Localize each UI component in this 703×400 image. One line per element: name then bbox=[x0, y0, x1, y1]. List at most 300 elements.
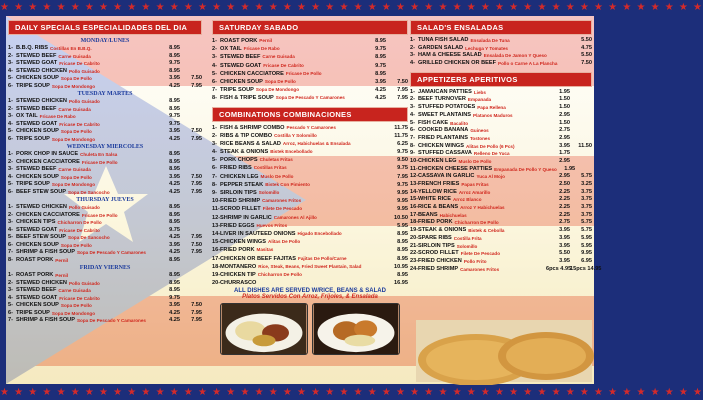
item-number: 1- bbox=[8, 151, 13, 157]
item-price: 9.50 bbox=[397, 157, 408, 164]
item-number: 13- bbox=[410, 181, 419, 187]
saturday-header: SATURDAY SABADO bbox=[212, 20, 408, 35]
menu-item bbox=[212, 45, 408, 53]
friday-list bbox=[8, 272, 202, 325]
item-price: 5.50 bbox=[581, 37, 592, 43]
star-border-bottom: ★ ★ ★ ★ ★ ★ ★ ★ ★ ★ ★ ★ ★ ★ ★ ★ ★ ★ ★ ★ ★ ★ ★ ★ ★ ★ ★ ★ ★ ★ ★ ★ ★ ★ ★ ★ ★ ★ ★ ★ ★ ★ ★ ★ ★ ★ ★ ★ ★ ★ bbox=[0, 387, 703, 398]
item-name: OX TAIL bbox=[220, 46, 242, 53]
item-number: 6- bbox=[212, 78, 217, 85]
menu-item bbox=[8, 75, 202, 83]
item-number: 2- bbox=[8, 52, 13, 59]
menu-item bbox=[212, 197, 408, 205]
item-number: 2- bbox=[410, 96, 415, 103]
item-name: STEWED BEEF bbox=[16, 166, 57, 172]
item-number: 6- bbox=[8, 135, 13, 142]
item-number: 1- bbox=[212, 38, 217, 44]
item-price-large: 7.95 bbox=[191, 249, 202, 255]
item-spanish-name: Tostones bbox=[469, 135, 491, 141]
photo-rice-dish bbox=[220, 303, 308, 355]
item-name: STEWED GOAT bbox=[16, 226, 58, 233]
menu-item bbox=[212, 214, 408, 222]
item-name: CHICKEN CACCIATORE bbox=[16, 211, 80, 218]
menu-item bbox=[410, 181, 592, 189]
star-border-top: ★ ★ ★ ★ ★ ★ ★ ★ ★ ★ ★ ★ ★ ★ ★ ★ ★ ★ ★ ★ ★ ★ ★ ★ ★ ★ ★ ★ ★ ★ ★ ★ ★ ★ ★ ★ ★ ★ ★ ★ ★ ★ ★ ★ ★ ★ ★ ★ ★ ★ bbox=[0, 2, 703, 13]
item-spanish-name: Guineos bbox=[470, 128, 489, 134]
menu-item bbox=[212, 53, 408, 61]
menu-item bbox=[410, 235, 592, 243]
item-number: 16- bbox=[212, 247, 221, 254]
menu-item bbox=[212, 62, 408, 70]
item-number: 3- bbox=[8, 166, 13, 172]
item-spanish-name: Sopa De Pescado Y Camarones bbox=[275, 95, 345, 101]
item-name: STEWED BEEF bbox=[220, 54, 261, 61]
item-number: 18- bbox=[212, 263, 221, 270]
item-number: 8- bbox=[8, 256, 13, 263]
item-number: 5- bbox=[212, 157, 217, 164]
item-number: 21- bbox=[410, 242, 419, 249]
item-price: 8.95 bbox=[397, 230, 408, 237]
item-spanish-name: Sopa De Pollo bbox=[60, 242, 92, 248]
item-spanish-name: Filete De Pescado bbox=[460, 251, 501, 257]
menu-item bbox=[8, 212, 202, 220]
item-price: 4.25 bbox=[375, 87, 386, 94]
menu-item bbox=[8, 227, 202, 235]
menu-item bbox=[212, 70, 408, 78]
menu-item bbox=[212, 246, 408, 254]
saturday-list bbox=[212, 37, 408, 103]
menu-item bbox=[212, 132, 408, 140]
item-number: 3- bbox=[212, 140, 217, 147]
menu-item bbox=[212, 205, 408, 213]
item-number: 8- bbox=[410, 142, 415, 149]
item-spanish-name: Lechuga Y Tomates bbox=[465, 45, 508, 51]
item-spanish-name: Alitas De Pollo bbox=[268, 239, 301, 245]
menu-item bbox=[212, 94, 408, 102]
item-name: CHICKEN SOUP bbox=[16, 173, 59, 180]
item-number: 3- bbox=[8, 113, 13, 119]
item-price: 8.95 bbox=[169, 166, 180, 172]
item-price: 9.95 bbox=[397, 190, 408, 196]
menu-item bbox=[212, 279, 408, 287]
item-number: 19- bbox=[410, 227, 419, 234]
item-name: FRIED PORK bbox=[220, 247, 255, 254]
item-spanish-name: Sopa De Sancocho bbox=[68, 235, 110, 240]
item-spanish-name: Camarones Fritos bbox=[460, 266, 500, 272]
menu-item bbox=[212, 181, 408, 189]
item-price: 9.95 bbox=[397, 206, 408, 213]
menu-item bbox=[212, 148, 408, 156]
item-price-large: 11.50 bbox=[578, 142, 592, 149]
item-price-large: 5.95 bbox=[581, 242, 592, 249]
item-spanish-name: Chicharron De Pollo bbox=[454, 220, 499, 226]
item-name: STEWED BEEF bbox=[16, 287, 57, 293]
item-name: TRIPE SOUP bbox=[16, 181, 50, 187]
menu-item bbox=[8, 272, 202, 280]
menu-item bbox=[212, 86, 408, 94]
item-price: 8.95 bbox=[169, 204, 180, 210]
item-spanish-name: Masitas bbox=[256, 247, 274, 253]
item-price-large: 7.95 bbox=[191, 234, 202, 240]
item-spanish-name: Empanada bbox=[467, 97, 492, 103]
item-number: 5- bbox=[212, 70, 217, 77]
item-price-large: 7.50 bbox=[191, 128, 202, 134]
menu-item bbox=[410, 265, 602, 274]
item-price: 9.75 bbox=[169, 60, 180, 66]
item-name: STUFFED POTATOES bbox=[418, 104, 476, 111]
item-number: 7- bbox=[8, 317, 13, 323]
item-name: CHICKEN TIP bbox=[220, 271, 256, 278]
item-number: 6- bbox=[8, 309, 13, 316]
menu-item bbox=[8, 53, 202, 61]
item-spanish-name: Sopa De Pollo bbox=[60, 303, 92, 308]
day-wednesday: WEDNESDAY MIERCOLES bbox=[66, 144, 144, 150]
menu-item bbox=[410, 143, 592, 151]
daily-specials-header: DAILY SPECIALS ESPECIALIDADES DEL DIA bbox=[8, 20, 202, 35]
item-price: 2.75 bbox=[559, 127, 570, 134]
item-spanish-name: Huevos Fritos bbox=[256, 222, 288, 228]
item-spanish-name: Costillas Fritas bbox=[253, 165, 287, 171]
menu-item bbox=[410, 96, 592, 104]
item-price: 4.75 bbox=[581, 44, 592, 51]
item-name: STEAK & ONIONS bbox=[418, 227, 467, 234]
item-number: 2- bbox=[212, 132, 217, 139]
item-name: FRIED PLANTAINS bbox=[418, 134, 468, 141]
item-number: 23- bbox=[410, 257, 419, 264]
item-price: 9.75 bbox=[169, 113, 180, 119]
item-price: 1.50 bbox=[559, 104, 570, 111]
item-price: 3.95 bbox=[169, 241, 180, 248]
item-price: 11.75 bbox=[394, 132, 408, 139]
item-price: 4.25 bbox=[169, 317, 180, 323]
item-price: 8.95 bbox=[169, 272, 180, 278]
item-name: CHICKEN CHEESE PATTIES bbox=[417, 165, 493, 172]
item-price: 2.95 bbox=[559, 157, 570, 164]
item-name: PEPPER STEAK bbox=[220, 181, 264, 188]
item-spanish-name: Carne Guisada bbox=[58, 106, 91, 112]
item-name: RICE & BEANS bbox=[418, 204, 459, 211]
item-name: CHICKEN WINGS bbox=[418, 142, 464, 149]
item-name: RICE BEANS & SALAD bbox=[220, 140, 281, 147]
item-name: GRILLED CHICKEN OR BEEF bbox=[418, 60, 497, 67]
menu-item bbox=[410, 150, 592, 158]
item-price: 2.95 bbox=[559, 111, 570, 118]
item-spanish-name: Papas Fritas bbox=[461, 182, 489, 187]
item-spanish-name: Platanos Maduros bbox=[473, 112, 513, 118]
combinations-list bbox=[212, 124, 408, 288]
item-price: 8.95 bbox=[169, 67, 180, 74]
item-spanish-name: Camarones Al Ajillo bbox=[273, 214, 317, 220]
item-spanish-name: Camarones Fritos bbox=[262, 198, 302, 204]
item-spanish-name: Costilla Frita bbox=[453, 235, 482, 241]
menu-item bbox=[410, 89, 592, 97]
item-price: 2.25 bbox=[559, 188, 570, 195]
item-spanish-name: Costillas En B.B.Q. bbox=[50, 46, 92, 51]
menu-item bbox=[8, 128, 202, 136]
item-price: 9.75 bbox=[375, 46, 386, 53]
item-price: 8.95 bbox=[375, 38, 386, 44]
item-price: 2.50 bbox=[559, 181, 570, 187]
item-spanish-name: Ensalada De Jamon Y Queso bbox=[483, 53, 547, 59]
item-number: 10- bbox=[410, 157, 419, 164]
item-name: YELLOW RICE bbox=[418, 188, 457, 195]
day-thursday: THURSDAY JUEVES bbox=[76, 197, 134, 203]
menu-item bbox=[8, 317, 202, 325]
item-price-large: 7.50 bbox=[191, 173, 202, 180]
item-name: SHRIMP & FISH SOUP bbox=[16, 249, 75, 255]
item-number: 3- bbox=[8, 287, 13, 293]
item-name: FRENCH FRIES bbox=[418, 181, 460, 187]
menu-item bbox=[410, 104, 592, 112]
item-price: 4.25 bbox=[375, 95, 386, 102]
item-price: 9.75 bbox=[169, 294, 180, 301]
item-price-large: 15pcs 14.95 bbox=[570, 265, 602, 272]
menu-item bbox=[8, 204, 202, 212]
item-price: 3.95 bbox=[559, 257, 570, 264]
item-name: SHRIMP IN GARLIC bbox=[220, 214, 272, 221]
item-number: 9- bbox=[410, 150, 415, 157]
item-number: 12- bbox=[212, 214, 221, 221]
item-name: HAM & CHEESE SALAD bbox=[418, 52, 482, 59]
item-spanish-name: Carne Guisada bbox=[58, 167, 91, 172]
item-price: 3.95 bbox=[169, 302, 180, 308]
item-price: 5.95 bbox=[397, 222, 408, 229]
menu-item bbox=[8, 136, 202, 144]
daily-specials-column bbox=[8, 20, 202, 325]
menu-item bbox=[410, 135, 592, 143]
item-price: 2.25 bbox=[559, 196, 570, 203]
item-name: PORK CHOP IN SAUCE bbox=[16, 151, 79, 157]
menu-item bbox=[8, 121, 202, 129]
item-spanish-name: Solomillo bbox=[258, 190, 280, 195]
item-name: FISH & SHRIMP COMBO bbox=[220, 124, 285, 131]
item-spanish-name: Empanada De Pollo Y Queso bbox=[494, 166, 557, 172]
item-number: 8- bbox=[212, 181, 217, 188]
saturday-combos-column bbox=[212, 20, 408, 355]
item-price-large: 7.95 bbox=[191, 82, 202, 89]
item-spanish-name: Chicharron De Pollo bbox=[57, 220, 102, 225]
item-name: STEWED GOAT bbox=[220, 62, 262, 69]
menu-item bbox=[8, 302, 202, 310]
item-name: CHICKEN CACCIATORE bbox=[220, 70, 284, 77]
monday-list bbox=[8, 45, 202, 90]
item-spanish-name: Sopa De Mondongo bbox=[51, 83, 96, 89]
item-price: 9.75 bbox=[397, 181, 408, 188]
item-name: FRIED RIBS bbox=[220, 165, 252, 172]
item-number: 16- bbox=[410, 204, 419, 211]
item-price-large: 7.50 bbox=[191, 241, 202, 248]
menu-item bbox=[8, 83, 202, 91]
item-price: 8.95 bbox=[169, 105, 180, 112]
salads-appetizers-column bbox=[410, 20, 602, 273]
appetizers-header: APPETIZERS APERITIVOS bbox=[410, 72, 592, 87]
item-name: FRIED SHRIMP bbox=[418, 265, 459, 272]
menu-item bbox=[8, 181, 202, 189]
item-price: 3.95 bbox=[169, 173, 180, 180]
item-spanish-name: Fricase De Cabrito bbox=[59, 61, 100, 66]
item-number: 14- bbox=[212, 230, 221, 237]
item-price: 8.95 bbox=[375, 70, 386, 77]
item-number: 4- bbox=[8, 294, 13, 301]
item-price: 1.95 bbox=[564, 165, 576, 172]
menu-item bbox=[410, 60, 592, 68]
item-price: 9.75 bbox=[169, 120, 180, 127]
item-name: CHICKEN SOUP bbox=[220, 78, 263, 85]
item-name: MONTANERO bbox=[220, 263, 257, 270]
item-spanish-name: Bistek Con Pimiento bbox=[265, 181, 310, 187]
item-price: 8.95 bbox=[169, 256, 180, 263]
item-price: 9.75 bbox=[397, 165, 408, 172]
item-number: 3- bbox=[8, 60, 13, 66]
item-spanish-name: Liebs bbox=[473, 89, 486, 95]
item-name: CHICKEN TIPS bbox=[16, 219, 56, 225]
menu-item bbox=[212, 263, 408, 271]
menu-item bbox=[8, 60, 202, 68]
item-spanish-name: Fricase De Cabrito bbox=[59, 121, 100, 127]
item-name: GARDEN SALAD bbox=[418, 44, 464, 51]
item-spanish-name: Fajitas De Pollo/Carne bbox=[298, 255, 347, 261]
item-price: 8.95 bbox=[397, 271, 408, 278]
item-price-large: 7.95 bbox=[191, 181, 202, 187]
menu-panel bbox=[6, 16, 602, 384]
salads-list bbox=[410, 37, 592, 68]
menu-item bbox=[410, 196, 592, 204]
menu-item bbox=[212, 78, 408, 86]
item-name: SPARE RIBS bbox=[418, 234, 452, 241]
item-spanish-name: Fricase De Cabrito bbox=[59, 295, 100, 301]
item-price: 3.95 bbox=[559, 242, 570, 249]
item-number: 3- bbox=[410, 104, 415, 111]
item-price-large: 3.75 bbox=[581, 188, 592, 195]
item-price: 10.50 bbox=[394, 214, 408, 221]
item-price-large: 7.95 bbox=[397, 95, 408, 102]
menu-item bbox=[410, 120, 592, 128]
menu-item bbox=[410, 166, 592, 174]
item-spanish-name: Pollo Guisado bbox=[68, 68, 100, 74]
menu-item bbox=[8, 234, 202, 242]
item-price: 2.25 bbox=[559, 211, 570, 218]
item-name: FRIED SHRIMP bbox=[220, 198, 261, 205]
item-price: 4.25 bbox=[169, 181, 180, 187]
item-price: 8.95 bbox=[169, 279, 180, 286]
item-price: 9.75 bbox=[397, 149, 408, 156]
item-spanish-name: Bistek & Cebolla bbox=[468, 228, 505, 234]
item-number: 5- bbox=[8, 181, 13, 187]
tuesday-list bbox=[8, 98, 202, 143]
menu-item bbox=[8, 113, 202, 121]
menu-item bbox=[410, 173, 592, 181]
item-number: 8- bbox=[212, 95, 217, 102]
item-number: 6- bbox=[8, 188, 13, 195]
item-spanish-name: Carne Guisada bbox=[58, 288, 91, 293]
menu-item bbox=[410, 212, 592, 220]
menu-item bbox=[212, 255, 408, 263]
photo-fried-chicken bbox=[312, 303, 400, 355]
item-name: CHICKEN LEG bbox=[418, 157, 457, 164]
item-spanish-name: Sopa De Mondongo bbox=[51, 310, 96, 316]
item-name: COOKED BANANA bbox=[418, 127, 469, 134]
item-spanish-name: Fricase De Pollo bbox=[81, 159, 118, 165]
item-name: CHICKEN SOUP bbox=[16, 241, 59, 248]
item-price: 2.95 bbox=[559, 134, 570, 141]
item-spanish-name: Chuletas Fritas bbox=[259, 157, 293, 163]
item-number: 2- bbox=[8, 279, 13, 286]
menu-item bbox=[8, 219, 202, 227]
item-price: 6.25 bbox=[397, 140, 408, 147]
item-name: TUNA FISH SALAD bbox=[418, 37, 469, 43]
menu-item bbox=[8, 287, 202, 295]
menu-item bbox=[212, 164, 408, 172]
item-price: 3.95 bbox=[169, 75, 180, 81]
item-price-large: 7.50 bbox=[191, 75, 202, 81]
item-name: STEWED BEEF bbox=[16, 105, 57, 112]
menu-item bbox=[8, 257, 202, 265]
menu-item bbox=[410, 45, 592, 53]
menu-item bbox=[8, 45, 202, 53]
item-spanish-name: Relleno De Yuca bbox=[473, 151, 510, 157]
menu-item bbox=[212, 222, 408, 230]
item-name: BEEF TURNOVER bbox=[418, 96, 466, 103]
item-price-large: 9.95 bbox=[581, 250, 592, 257]
item-name: ROAST PORK bbox=[16, 272, 54, 278]
item-name: CHICKEN OR BEEF FAJITAS bbox=[220, 255, 297, 262]
item-spanish-name: Fricase De Cabrito bbox=[263, 62, 304, 68]
item-price-large: 3.75 bbox=[581, 204, 592, 211]
item-spanish-name: Costilla Y Solomillo bbox=[274, 132, 317, 138]
item-name: TRIPE SOUP bbox=[220, 87, 254, 94]
item-spanish-name: Filete De Pescado bbox=[262, 206, 303, 212]
item-number: 6- bbox=[212, 165, 217, 172]
item-name: B.B.Q. RIBS bbox=[16, 45, 49, 51]
item-spanish-name: Arroz Blanco bbox=[452, 197, 482, 203]
item-number: 6- bbox=[8, 82, 13, 89]
item-number: 2- bbox=[8, 105, 13, 112]
item-number: 9- bbox=[212, 190, 217, 196]
menu-item bbox=[410, 219, 592, 227]
item-price: 4.25 bbox=[169, 82, 180, 89]
item-number: 2- bbox=[8, 211, 13, 218]
item-number: 1- bbox=[8, 204, 13, 210]
item-price: 5.50 bbox=[581, 52, 592, 59]
item-name: SWEET PLANTAINS bbox=[418, 111, 472, 118]
item-name: STEWED CHICKEN bbox=[16, 98, 67, 104]
menu-item bbox=[410, 204, 592, 212]
item-number: 4- bbox=[410, 60, 415, 67]
item-price: 1.50 bbox=[559, 96, 570, 103]
item-price: 5.50 bbox=[559, 250, 570, 257]
item-price: 4.25 bbox=[169, 188, 180, 195]
item-price: 8.95 bbox=[375, 54, 386, 61]
item-name: BEEF STEW SOUP bbox=[16, 234, 67, 240]
item-number: 5- bbox=[8, 234, 13, 240]
item-number: 24- bbox=[410, 265, 419, 272]
menu-item bbox=[410, 227, 592, 235]
item-price: 1.75 bbox=[559, 150, 570, 157]
item-price: 8.95 bbox=[169, 52, 180, 59]
item-number: 11- bbox=[410, 165, 418, 172]
item-price: 4.25 bbox=[169, 249, 180, 255]
item-spanish-name: Pollo Frito bbox=[463, 258, 487, 264]
item-spanish-name: Arroz Amarillo bbox=[458, 189, 491, 195]
item-spanish-name: Fricase De Rabo bbox=[243, 46, 280, 52]
item-name: FRIED PORK bbox=[418, 219, 453, 226]
day-monday: MONDAY/LUNES bbox=[80, 38, 130, 44]
item-spanish-name: Sopa De Pollo bbox=[264, 78, 296, 84]
item-number: 4- bbox=[8, 173, 13, 180]
item-spanish-name: Muslo De Pollo bbox=[458, 158, 492, 164]
item-number: 7- bbox=[410, 134, 415, 141]
menu-item bbox=[410, 158, 592, 166]
menu-item bbox=[212, 271, 408, 279]
